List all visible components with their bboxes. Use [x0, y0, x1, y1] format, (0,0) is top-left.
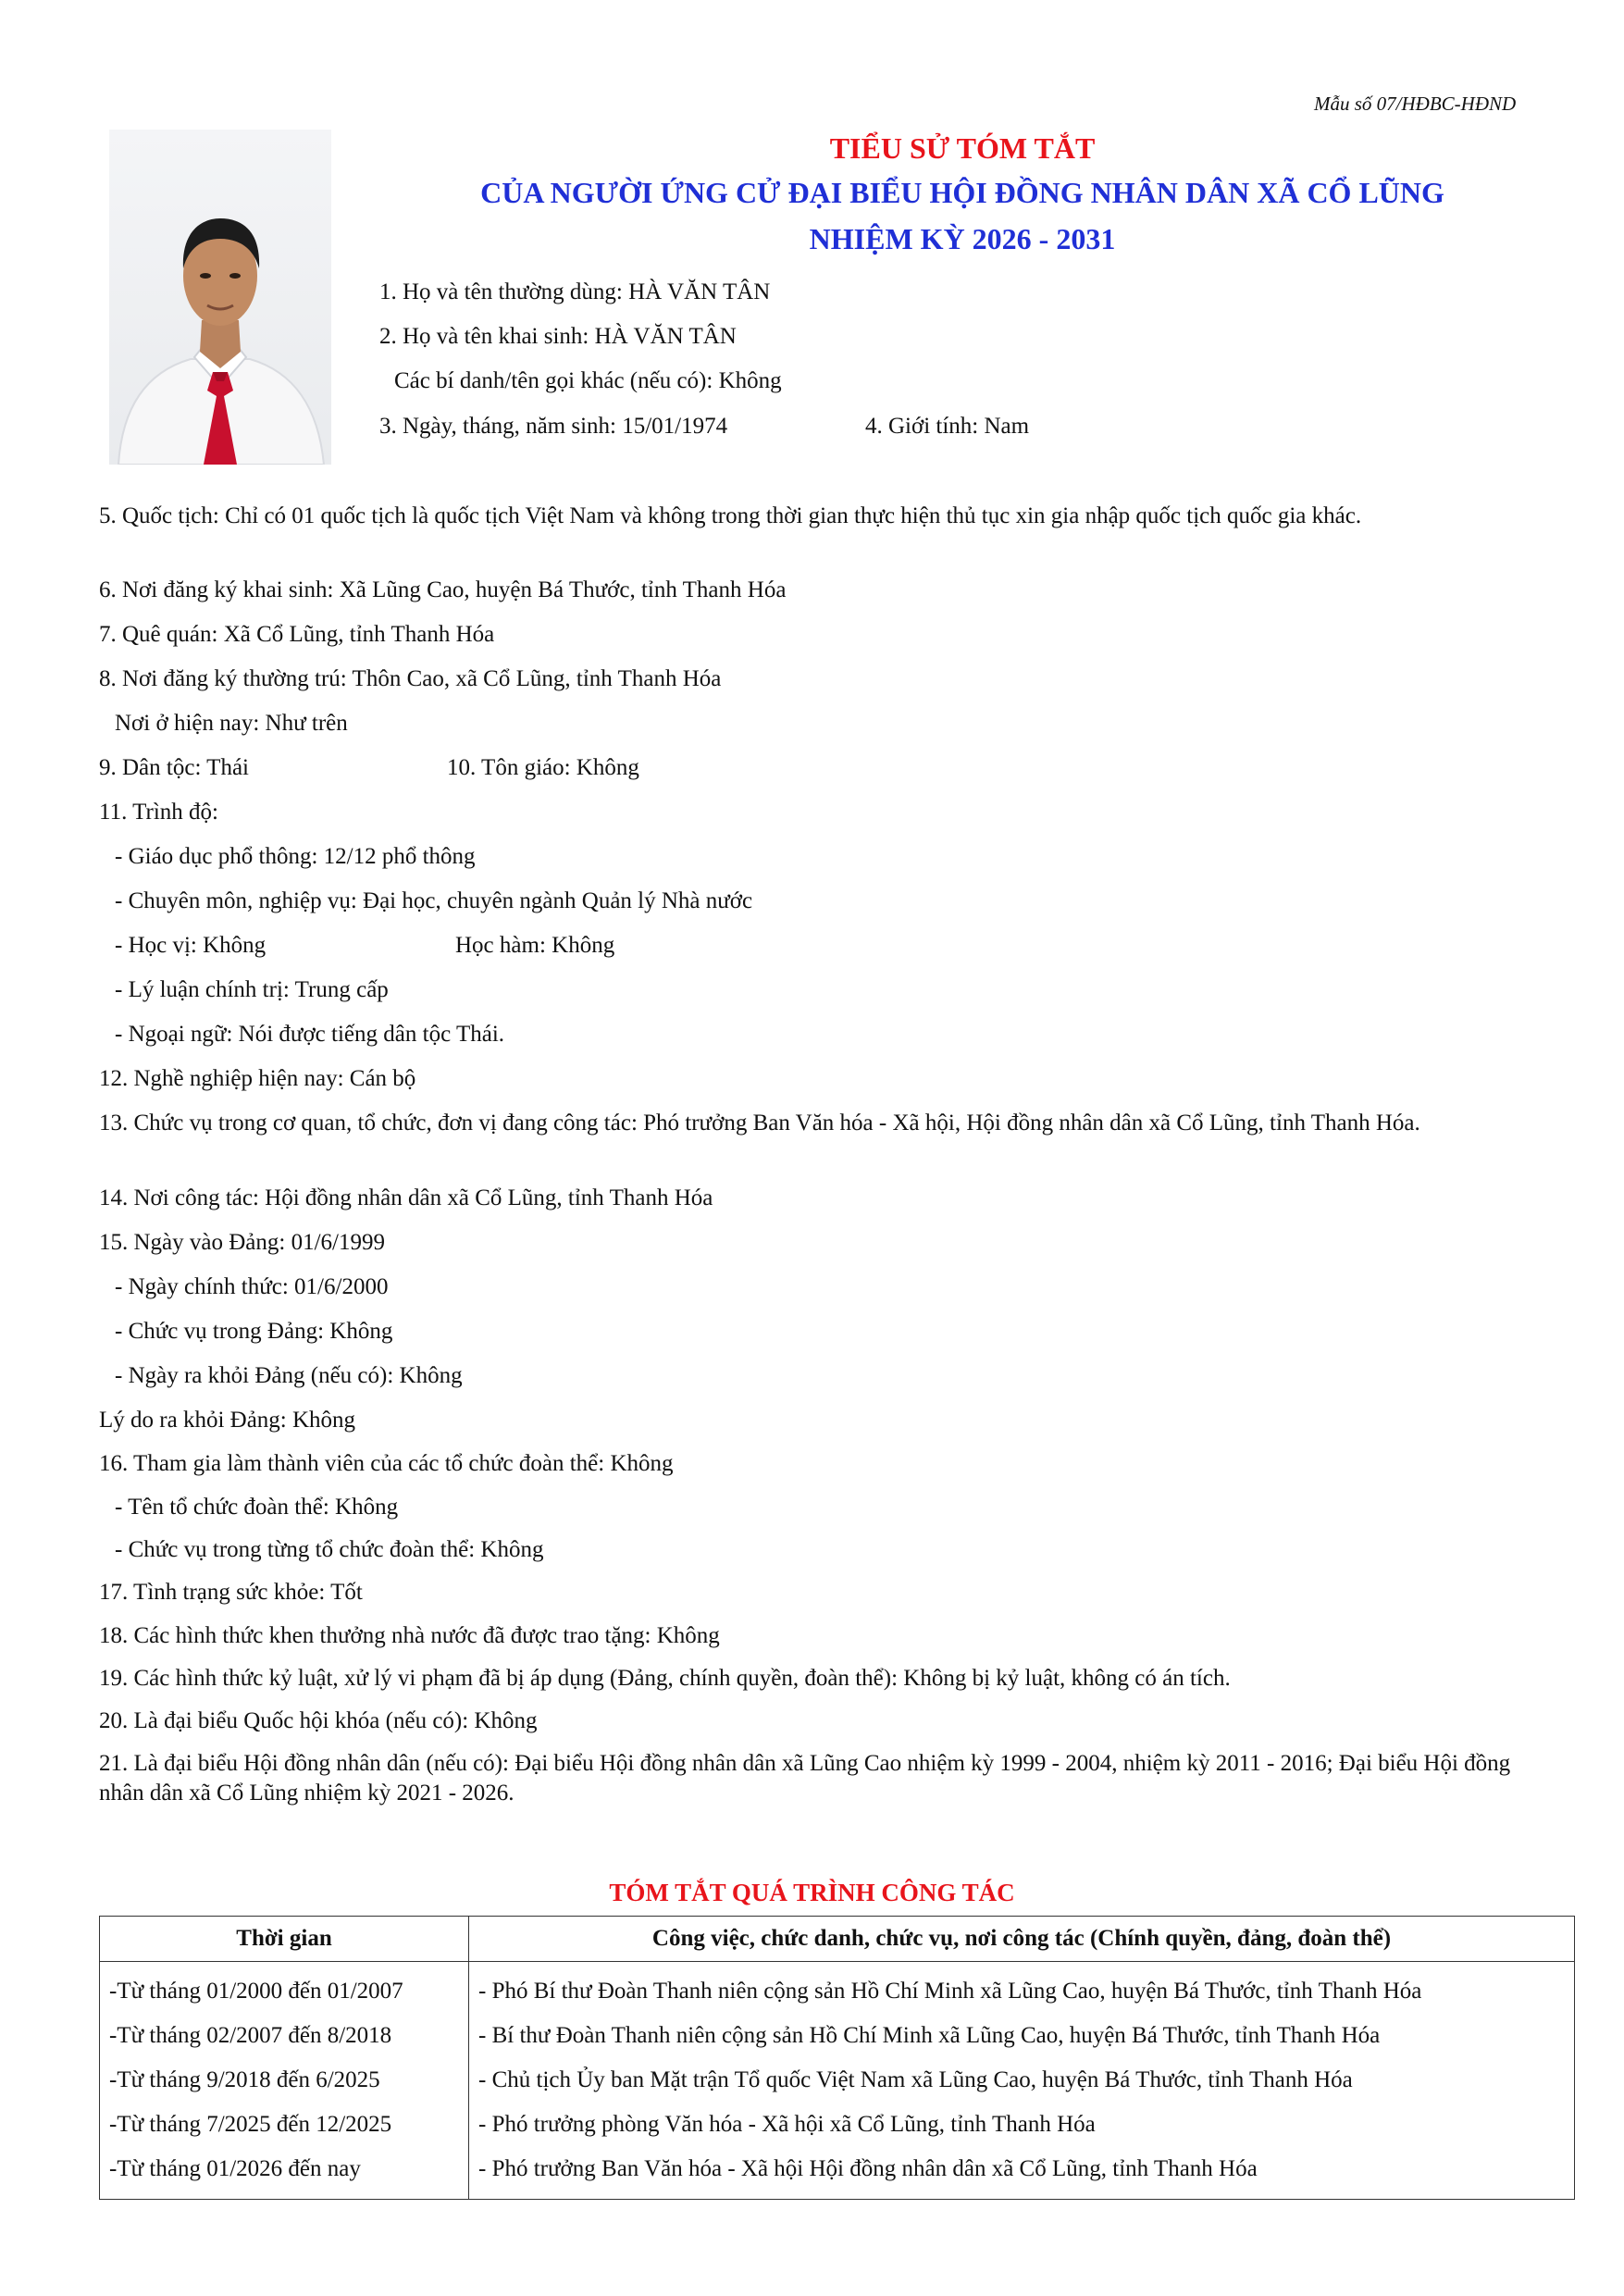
- portrait-image: [109, 130, 331, 465]
- field-ethnicity: 9. Dân tộc: Thái: [99, 755, 249, 780]
- table-row: [100, 2058, 1575, 2103]
- field-current-residence: Nơi ở hiện nay: Như trên: [115, 711, 348, 736]
- row-period: -Từ tháng 02/2007 đến 8/2018: [100, 2014, 469, 2058]
- row-period: -Từ tháng 01/2000 đến 01/2007: [100, 1962, 469, 2015]
- field-party-join-date: 15. Ngày vào Đảng: 01/6/1999: [99, 1230, 385, 1255]
- field-organization-names: - Tên tổ chức đoàn thể: Không: [115, 1495, 399, 1520]
- work-history-table: [99, 1916, 1575, 2200]
- field-party-leave-reason: Lý do ra khỏi Đảng: Không: [99, 1408, 356, 1433]
- title-line-1: TIỂU SỬ TÓM TẮT: [829, 131, 1096, 165]
- field-birth-name: 2. Họ và tên khai sinh: HÀ VĂN TÂN: [379, 324, 737, 349]
- header-position: Công việc, chức danh, chức vụ, nơi công tác (Chính quyền, đảng, đoàn thể): [469, 1917, 1575, 1962]
- field-organization-positions: - Chức vụ trong từng tổ chức đoàn thể: Không: [115, 1537, 544, 1562]
- field-education-heading: 11. Trình độ:: [99, 800, 218, 825]
- field-party-leave-date: - Ngày ra khỏi Đảng (nếu có): Không: [115, 1363, 463, 1388]
- field-awards: 18. Các hình thức khen thưởng nhà nước đã được trao tặng: Không: [99, 1623, 720, 1648]
- portrait-photo: [109, 130, 331, 465]
- field-occupation: 12. Nghề nghiệp hiện nay: Cán bộ: [99, 1066, 416, 1091]
- row-position: - Bí thư Đoàn Thanh niên cộng sản Hồ Chí Minh xã Lũng Cao, huyện Bá Thước, tỉnh Thanh Hóa: [469, 2014, 1575, 2058]
- form-number: Mẫu số 07/HĐBC-HĐND: [1314, 93, 1517, 115]
- field-gender: 4. Giới tính: Nam: [865, 414, 1030, 439]
- table-row: [100, 2103, 1575, 2147]
- row-period: -Từ tháng 9/2018 đến 6/2025: [100, 2058, 469, 2103]
- row-period: -Từ tháng 01/2026 đến nay: [100, 2147, 469, 2200]
- field-aliases: Các bí danh/tên gọi khác (nếu có): Không: [394, 368, 782, 393]
- field-academic-degree: - Học vị: Không: [115, 933, 267, 958]
- field-general-education: - Giáo dục phổ thông: 12/12 phổ thông: [115, 844, 476, 869]
- field-party-position: - Chức vụ trong Đảng: Không: [115, 1319, 393, 1344]
- row-position: - Phó trưởng Ban Văn hóa - Xã hội Hội đồng nhân dân xã Cổ Lũng, tỉnh Thanh Hóa: [469, 2147, 1575, 2200]
- field-position: 13. Chức vụ trong cơ quan, tổ chức, đơn vị đang công tác: Phó trưởng Ban Văn hóa - Xã hội, Hội đồng nhân dân xã Cổ Lũng, tỉnh Thanh Hóa.: [99, 1111, 1420, 1136]
- field-specialty: - Chuyên môn, nghiệp vụ: Đại học, chuyên ngành Quản lý Nhà nước: [115, 888, 753, 913]
- field-party-official-date: - Ngày chính thức: 01/6/2000: [115, 1274, 389, 1299]
- field-birth-date: 3. Ngày, tháng, năm sinh: 15/01/1974: [379, 414, 728, 439]
- table-row: [100, 2014, 1575, 2058]
- field-organizations: 16. Tham gia làm thành viên của các tổ chức đoàn thể: Không: [99, 1451, 674, 1476]
- field-workplace: 14. Nơi công tác: Hội đồng nhân dân xã Cổ Lũng, tỉnh Thanh Hóa: [99, 1185, 713, 1210]
- row-position: - Phó trưởng phòng Văn hóa - Xã hội xã Cổ Lũng, tỉnh Thanh Hóa: [469, 2103, 1575, 2147]
- field-foreign-language: - Ngoại ngữ: Nói được tiếng dân tộc Thái.: [115, 1022, 505, 1047]
- field-birth-registration: 6. Nơi đăng ký khai sinh: Xã Lũng Cao, huyện Bá Thước, tỉnh Thanh Hóa: [99, 577, 787, 602]
- table-row: [100, 1962, 1575, 2015]
- field-nationality: 5. Quốc tịch: Chỉ có 01 quốc tịch là quốc tịch Việt Nam và không trong thời gian thực hiện thủ tục xin gia nhập quốc tịch quốc gia khác.: [99, 503, 1362, 528]
- field-hometown: 7. Quê quán: Xã Cổ Lũng, tỉnh Thanh Hóa: [99, 622, 495, 647]
- field-health: 17. Tình trạng sức khỏe: Tốt: [99, 1580, 363, 1605]
- table-row: [100, 2147, 1575, 2200]
- title-line-3: NHIỆM KỲ 2026 - 2031: [809, 222, 1116, 255]
- field-discipline: 19. Các hình thức kỷ luật, xử lý vi phạm đã bị áp dụng (Đảng, chính quyền, đoàn thể): Không bị kỷ luật, không có án tích.: [99, 1666, 1231, 1691]
- field-national-assembly: 20. Là đại biểu Quốc hội khóa (nếu có): Không: [99, 1708, 538, 1733]
- table-header-row: [100, 1917, 1575, 1962]
- row-position: - Chủ tịch Ủy ban Mặt trận Tổ quốc Việt Nam xã Lũng Cao, huyện Bá Thước, tỉnh Thanh Hóa: [469, 2058, 1575, 2103]
- field-political-theory: - Lý luận chính trị: Trung cấp: [115, 977, 389, 1002]
- field-academic-title: Học hàm: Không: [455, 933, 615, 958]
- work-history-title: TÓM TẮT QUÁ TRÌNH CÔNG TÁC: [609, 1879, 1015, 1906]
- field-religion: 10. Tôn giáo: Không: [447, 755, 639, 780]
- row-position: - Phó Bí thư Đoàn Thanh niên cộng sản Hồ Chí Minh xã Lũng Cao, huyện Bá Thước, tỉnh Thanh Hóa: [469, 1962, 1575, 2015]
- field-council-delegate: 21. Là đại biểu Hội đồng nhân dân (nếu có): Đại biểu Hội đồng nhân dân xã Lũng Cao nhiệm kỳ 1999 - 2004, nhiệm kỳ 2011 - 2016; Đại biểu Hội đồng nhân dân xã Cổ Lũng nhiệm kỳ 2021 - 2026.: [99, 1751, 1511, 1806]
- field-permanent-residence: 8. Nơi đăng ký thường trú: Thôn Cao, xã Cổ Lũng, tỉnh Thanh Hóa: [99, 666, 722, 691]
- title-line-2: CỦA NGƯỜI ỨNG CỬ ĐẠI BIỂU HỘI ĐỒNG NHÂN DÂN XÃ CỔ LŨNG: [480, 176, 1444, 209]
- header-period: Thời gian: [100, 1917, 469, 1962]
- field-common-name: 1. Họ và tên thường dùng: HÀ VĂN TÂN: [379, 279, 771, 304]
- row-period: -Từ tháng 7/2025 đến 12/2025: [100, 2103, 469, 2147]
